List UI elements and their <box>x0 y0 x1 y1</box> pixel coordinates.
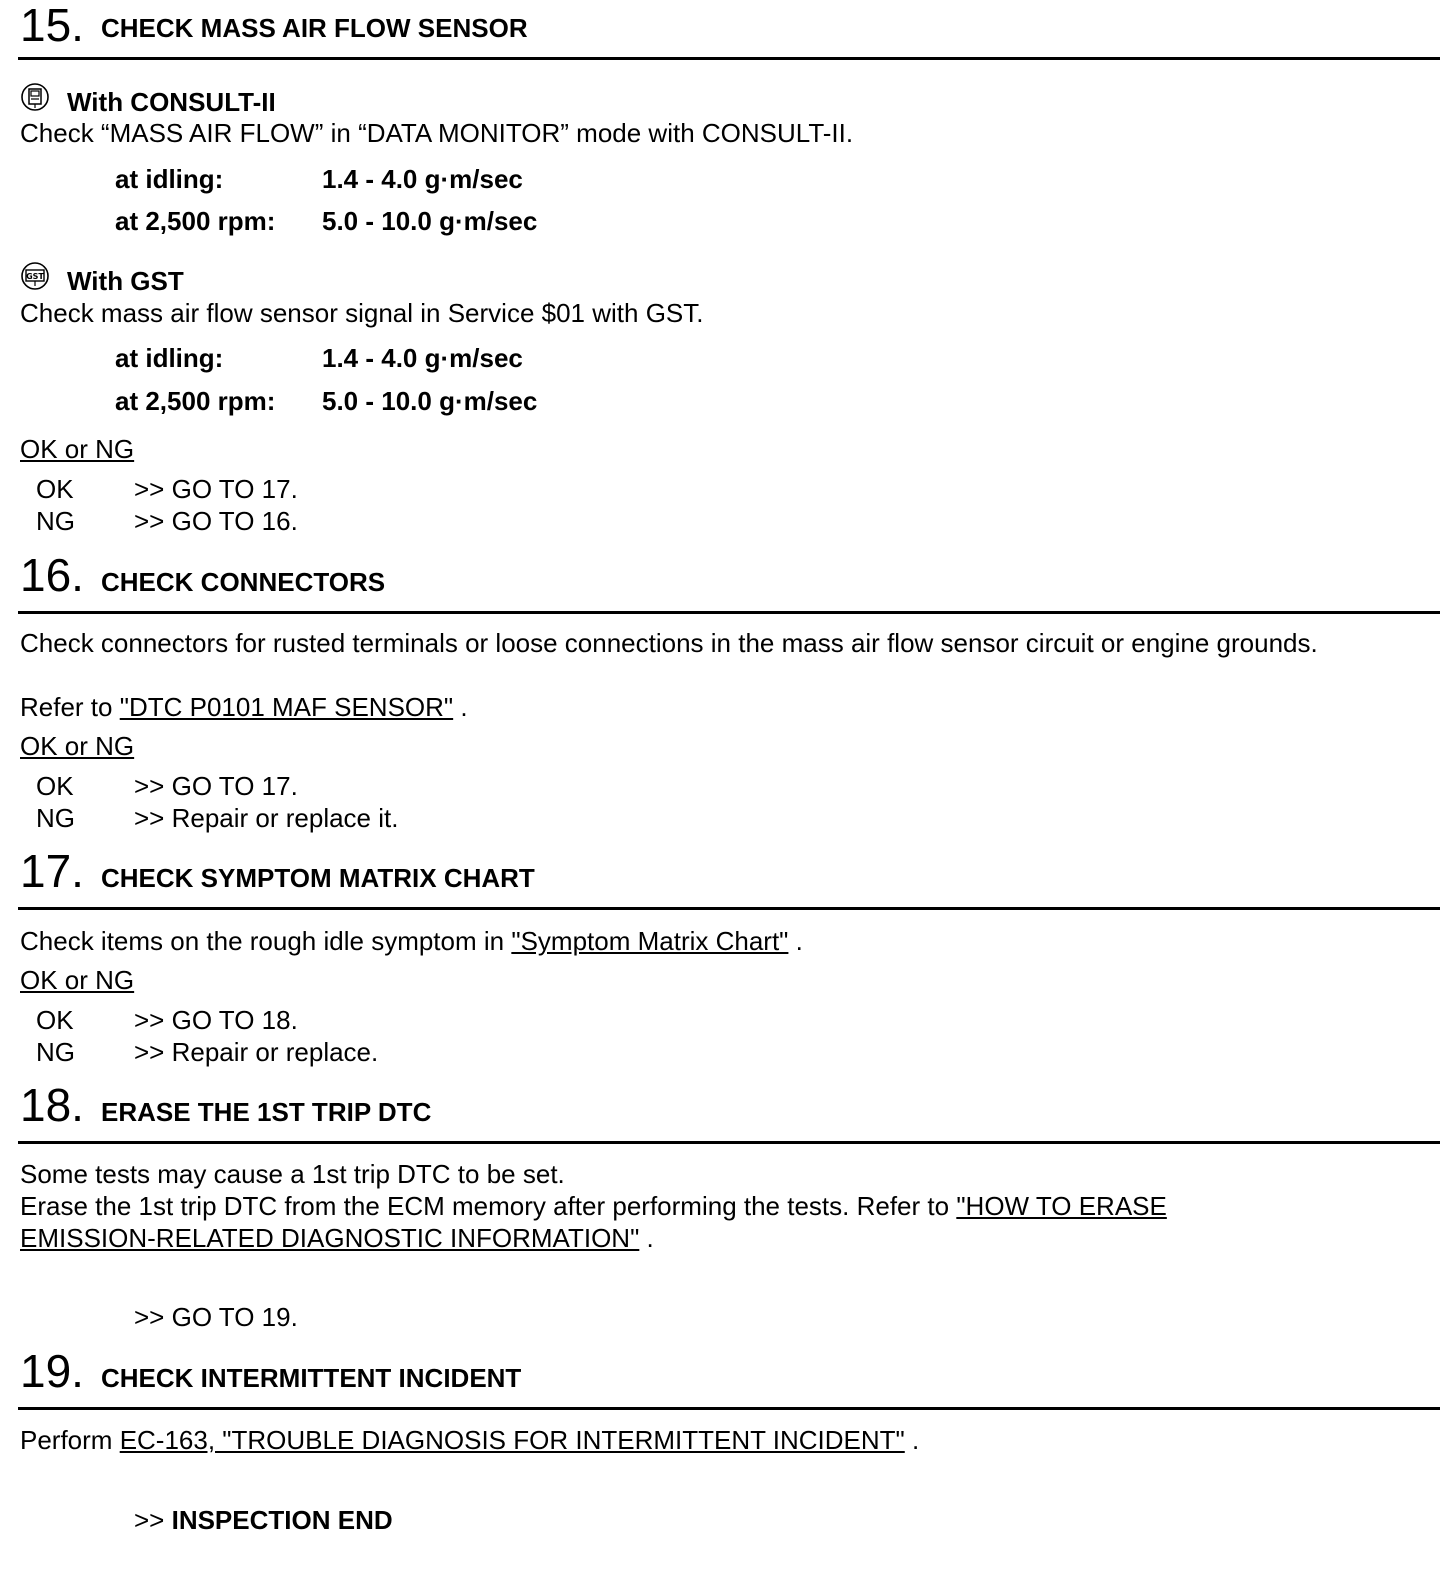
step-18-rule <box>18 1141 1440 1144</box>
step-18-next: >> GO TO 19. <box>134 1302 298 1332</box>
step-15-number: 15. <box>20 0 84 51</box>
result-action: >> Repair or replace. <box>134 1037 379 1067</box>
consult-spec-value: 5.0 - 10.0 g·m/sec <box>322 206 538 236</box>
step-16-refer <box>20 691 468 723</box>
result-status: NG <box>36 803 75 833</box>
gst-tool-icon <box>20 261 50 291</box>
refer-prefix: Refer to <box>20 692 120 722</box>
step-15-title: CHECK MASS AIR FLOW SENSOR <box>101 13 528 43</box>
result-action: >> Repair or replace it. <box>134 803 399 833</box>
gst-spec-label: at 2,500 rpm: <box>115 386 276 416</box>
gst-spec-value: 1.4 - 4.0 g·m/sec <box>322 343 523 373</box>
symptom-matrix-chart-link[interactable]: "Symptom Matrix Chart" <box>511 926 789 956</box>
step-18-line-1: Some tests may cause a 1st trip DTC to be set. <box>20 1159 565 1189</box>
intermittent-incident-link[interactable]: EC-163, "TROUBLE DIAGNOSIS FOR INTERMITTENT INCIDENT" <box>119 1425 905 1455</box>
step-15-result-label: OK or NG <box>20 434 135 464</box>
gst-instruction: Check mass air flow sensor signal in Service $01 with GST. <box>20 298 704 328</box>
end-label: INSPECTION END <box>171 1505 393 1535</box>
step-19-title: CHECK INTERMITTENT INCIDENT <box>101 1363 522 1393</box>
body-prefix: Check items on the rough idle symptom in <box>20 926 512 956</box>
gst-spec-label: at idling: <box>115 343 224 373</box>
step-19-body <box>20 1424 919 1456</box>
dtc-p0101-link[interactable]: "DTC P0101 MAF SENSOR" <box>119 692 454 722</box>
result-status: NG <box>36 506 75 536</box>
gst-heading: With GST <box>67 266 184 296</box>
svg-text:GST: GST <box>26 272 44 281</box>
step-18-title: ERASE THE 1ST TRIP DTC <box>101 1097 432 1127</box>
consult-spec-label: at idling: <box>115 164 224 194</box>
step-18-line-3 <box>20 1222 654 1254</box>
end-prefix: >> <box>134 1505 172 1535</box>
how-to-erase-link[interactable]: "HOW TO ERASE <box>956 1191 1167 1221</box>
step-15-rule <box>18 57 1440 60</box>
result-status: NG <box>36 1037 75 1067</box>
refer-suffix: . <box>453 692 468 722</box>
body-prefix: Perform <box>20 1425 120 1455</box>
step-16-body: Check connectors for rusted terminals or loose connections in the mass air flow sensor circuit or engine grounds. <box>20 628 1318 658</box>
consult-instruction: Check “MASS AIR FLOW” in “DATA MONITOR” mode with CONSULT-II. <box>20 118 854 148</box>
step-19-rule <box>18 1407 1440 1410</box>
step-19-number: 19. <box>20 1345 84 1397</box>
step-17-rule <box>18 907 1440 910</box>
step-17-number: 17. <box>20 845 84 897</box>
step-16-rule <box>18 611 1440 614</box>
result-status: OK <box>36 474 74 504</box>
line-2-prefix: Erase the 1st trip DTC from the ECM memory after performing the tests. Refer to <box>20 1191 957 1221</box>
body-suffix: . <box>788 926 803 956</box>
consult-heading: With CONSULT-II <box>67 87 276 117</box>
step-16-title: CHECK CONNECTORS <box>101 567 386 597</box>
step-17-result-label: OK or NG <box>20 965 135 995</box>
consult-spec-value: 1.4 - 4.0 g·m/sec <box>322 164 523 194</box>
gst-spec-value: 5.0 - 10.0 g·m/sec <box>322 386 538 416</box>
line-3-suffix: . <box>639 1223 654 1253</box>
result-status: OK <box>36 1005 74 1035</box>
step-17-title: CHECK SYMPTOM MATRIX CHART <box>101 863 535 893</box>
result-action: >> GO TO 17. <box>134 474 298 504</box>
step-18-line-2 <box>20 1190 1167 1222</box>
consult-tool-icon <box>20 82 50 112</box>
result-action: >> GO TO 17. <box>134 771 298 801</box>
body-suffix: . <box>904 1425 920 1455</box>
result-status: OK <box>36 771 74 801</box>
step-17-body <box>20 925 803 957</box>
step-18-number: 18. <box>20 1079 84 1131</box>
inspection-end <box>134 1504 393 1536</box>
step-16-number: 16. <box>20 549 84 601</box>
result-action: >> GO TO 18. <box>134 1005 298 1035</box>
result-action: >> GO TO 16. <box>134 506 298 536</box>
step-16-result-label: OK or NG <box>20 731 135 761</box>
consult-spec-label: at 2,500 rpm: <box>115 206 276 236</box>
emission-diagnostic-info-link[interactable]: EMISSION-RELATED DIAGNOSTIC INFORMATION" <box>20 1223 640 1253</box>
